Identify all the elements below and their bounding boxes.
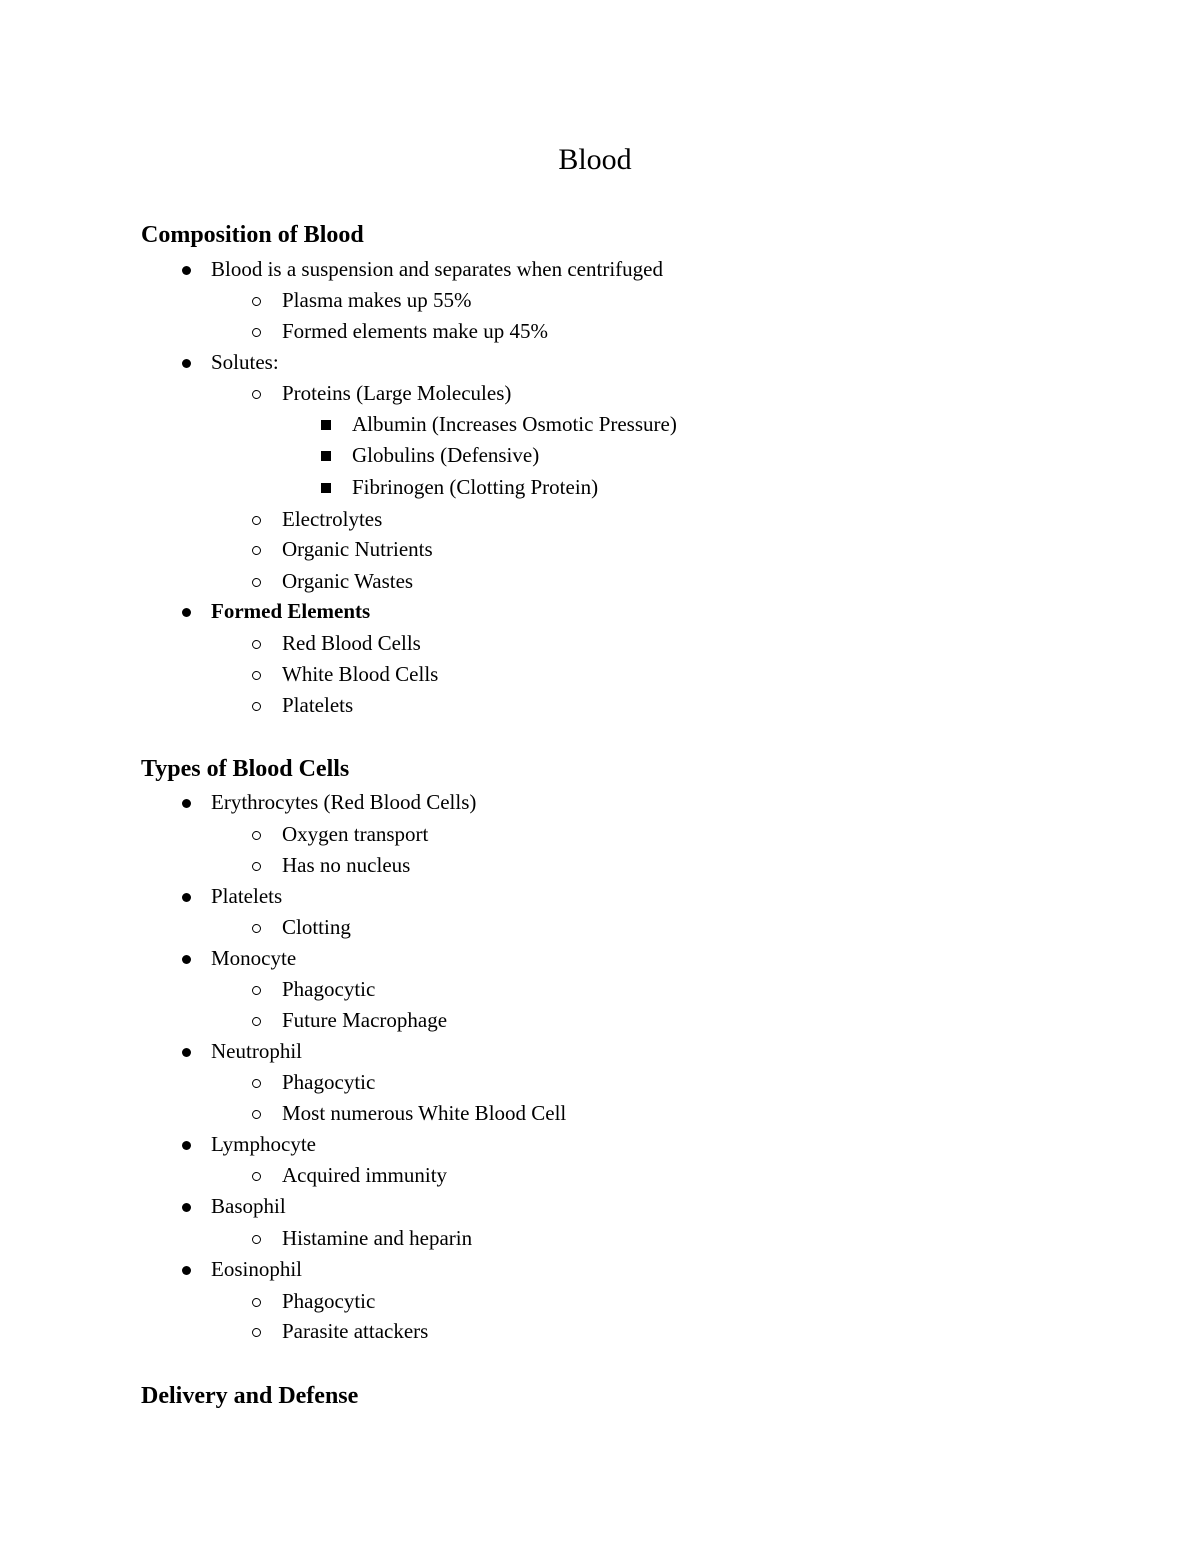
bullet-disc-icon [176, 347, 196, 378]
bullet-circle-icon [246, 1005, 266, 1036]
bullet-circle-icon [246, 819, 266, 850]
bullet-circle-icon [246, 534, 266, 565]
bullet-circle-icon [246, 974, 266, 1005]
section-heading-delivery: Delivery and Defense [141, 1383, 359, 1409]
bullet-circle-icon [246, 1067, 266, 1098]
bullet-circle-icon [246, 1160, 266, 1191]
bullet-disc-icon [176, 787, 196, 818]
section-heading-types: Types of Blood Cells [141, 756, 350, 782]
bullet-disc-icon [176, 1129, 196, 1160]
bullet-disc-icon [176, 943, 196, 974]
bullet-circle-icon [246, 659, 266, 690]
section-heading-composition: Composition of Blood [141, 222, 364, 248]
bullet-disc-icon [176, 1254, 196, 1285]
bullet-disc-icon [176, 881, 196, 912]
bullet-circle-icon [246, 850, 266, 881]
bullet-circle-icon [246, 690, 266, 721]
bullet-circle-icon [246, 912, 266, 943]
bullet-square-icon [316, 472, 336, 503]
bullet-circle-icon [246, 1316, 266, 1347]
bullet-disc-icon [176, 1036, 196, 1067]
bullet-circle-icon [246, 1286, 266, 1317]
bullet-square-icon [316, 409, 336, 440]
bullet-circle-icon [246, 504, 266, 535]
page-title: Blood [558, 143, 632, 176]
bullet-circle-icon [246, 628, 266, 659]
document-page: Blood Composition of Blood Blood is a suspension and separates when centrifuged Plasma makes up 55% Formed elements make up 45% Solutes: Proteins (Large Molecules) Albumin (Increases Osmotic Pressure) Globulins (Defensive) Fibrinogen (Clotting Protein) Electrolytes Organic Nutrients Organic Wastes Formed Elements Red Blood Cells White Blood Cells Platelets Types of Blood Cells Erythrocytes (Red Blood Cells) Oxygen transport Has no nucleus Platelets Clotting Monocyte Phagocytic Future Macrophage Neutrophil Phagocytic Most numerous White Blood Cell Lymphocyte Acquired immunity Basophil Histamine and heparin Eosinophil Phagocytic Parasite attackers Delivery and Defense [0, 0, 1200, 1553]
bullet-circle-icon [246, 316, 266, 347]
bullet-circle-icon [246, 1223, 266, 1254]
bullet-circle-icon [246, 1098, 266, 1129]
bullet-disc-icon [176, 254, 196, 285]
bullet-disc-icon [176, 1191, 196, 1222]
bullet-square-icon [316, 440, 336, 471]
bullet-disc-icon [176, 596, 196, 627]
bullet-circle-icon [246, 378, 266, 409]
bullet-circle-icon [246, 285, 266, 316]
bullet-circle-icon [246, 566, 266, 597]
